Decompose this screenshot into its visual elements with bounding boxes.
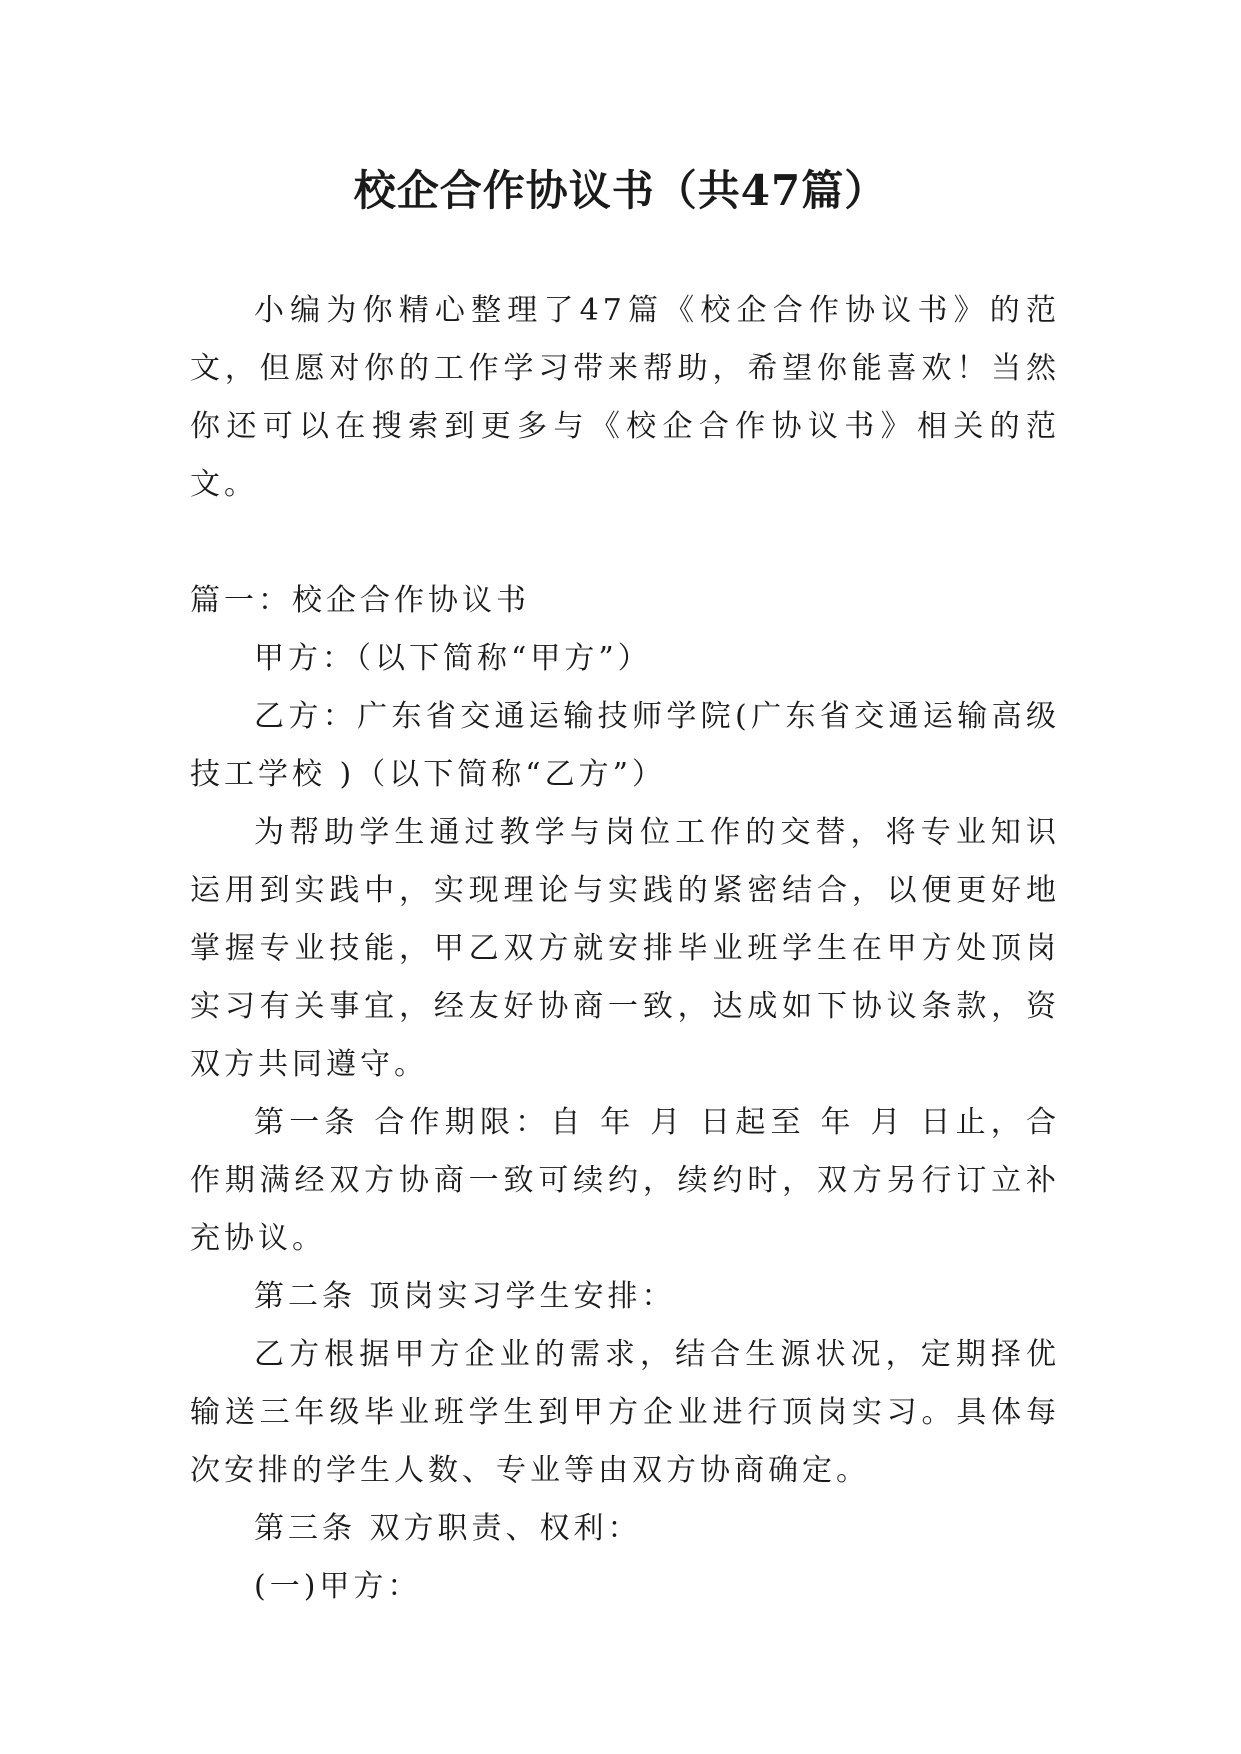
intro-paragraph: 小编为你精心整理了47篇《校企合作协议书》的范文，但愿对你的工作学习带来帮助，希望你能喜欢！当然你还可以在搜索到更多与《校企合作协议书》相关的范文。	[190, 293, 1060, 502]
article-1-paragraph: 第一条 合作期限：自 年 月 日起至 年 月 日止，合作期满经双方协商一致可续约，续约时，双方另行订立补充协议。	[190, 1105, 1060, 1256]
document-body	[190, 282, 1060, 1616]
article-3-title: 第三条 双方职责、权利：	[254, 1511, 642, 1546]
section-heading: 篇一：校企合作协议书	[190, 583, 530, 618]
purpose-paragraph: 为帮助学生通过教学与岗位工作的交替，将专业知识运用到实践中，实现理论与实践的紧密结合，以便更好地掌握专业技能，甲乙双方就安排毕业班学生在甲方处顶岗实习有关事宜，经友好协商一致，达成如下协议条款，资双方共同遵守。	[190, 815, 1060, 1082]
article-2-paragraph: 乙方根据甲方企业的需求，结合生源状况，定期择优输送三年级毕业班学生到甲方企业进行顶岗实习。具体每次安排的学生人数、专业等由双方协商确定。	[190, 1337, 1060, 1488]
article-2-title: 第二条 顶岗实习学生安排：	[254, 1279, 676, 1314]
document-title: 校企合作协议书（共47篇）	[353, 166, 888, 215]
party-a-line: 甲方：（以下简称“甲方”）	[254, 641, 652, 676]
party-b-paragraph: 乙方：广东省交通运输技师学院(广东省交通运输高级技工学校 )（以下简称“乙方”）	[190, 699, 1060, 792]
article-3-subsection-1: (一)甲方：	[254, 1569, 422, 1604]
